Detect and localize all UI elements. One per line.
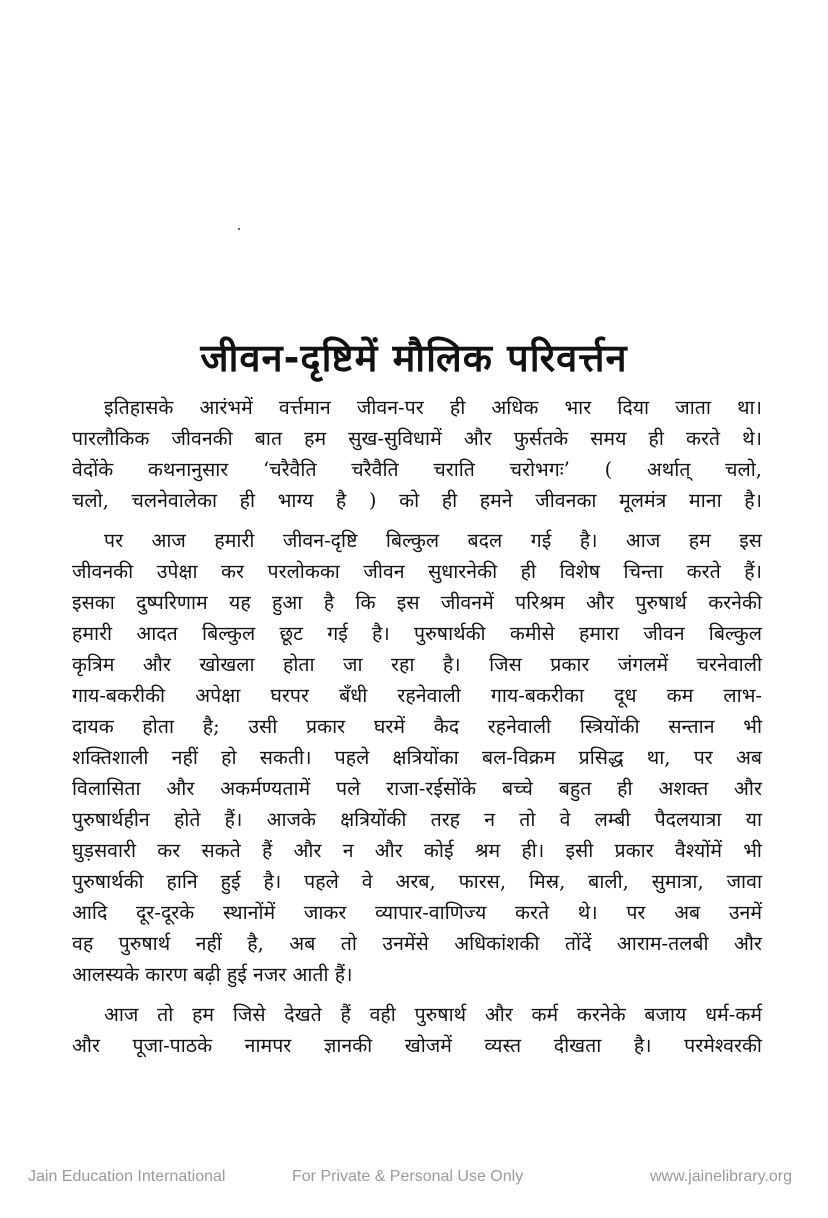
text-line: पुरुषार्थहीन होते हैं। आजके क्षत्रियोंकी तरह न तो वे लम्बी पैदलयात्रा या xyxy=(72,808,762,831)
text-line: गाय-बकरीकी अपेक्षा घरपर बँधी रहनेवाली गाय-बकरीका दूध कम लाभ- xyxy=(72,684,762,707)
text-line: जीवनकी उपेक्षा कर परलोकका जीवन सुधारनेकी ही विशेष चिन्ता करते हैं। xyxy=(72,560,762,583)
paragraph-2 xyxy=(72,525,762,990)
text-line: हमारी आदत बिल्कुल छूट गई है। पुरुषार्थकी कमीसे हमारा जीवन बिल्कुल xyxy=(72,622,762,645)
text-line: आज तो हम जिसे देखते हैं वही पुरुषार्थ और कर्म करनेके बजाय धर्म-कर्म xyxy=(104,1003,762,1026)
text-line: शक्तिशाली नहीं हो सकती। पहले क्षत्रियोंका बल-विक्रम प्रसिद्ध था, पर अब xyxy=(72,746,762,769)
text-line: आलस्यके कारण बढ़ी हुई नजर आती हैं। xyxy=(72,963,353,986)
text-line: चलो, चलनेवालेका ही भाग्य है ) को ही हमने जीवनका मूलमंत्र माना है। xyxy=(72,489,762,512)
text-line: इतिहासके आरंभमें वर्त्तमान जीवन-पर ही अधिक भार दिया जाता था। xyxy=(104,396,762,419)
footer-publisher: Jain Education International xyxy=(28,1168,226,1185)
text-line: दायक होता है; उसी प्रकार घरमें कैद रहनेवाली स्त्रियोंकी सन्तान भी xyxy=(72,715,762,738)
paragraph-1 xyxy=(72,392,762,516)
text-line: पर आज हमारी जीवन-दृष्टि बिल्कुल बदल गई है। आज हम इस xyxy=(104,529,762,552)
text-line: कृत्रिम और खोखला होता जा रहा है। जिस प्रकार जंगलमें चरनेवाली xyxy=(72,653,762,676)
body-text xyxy=(72,392,762,1070)
text-line: वेदोंके कथनानुसार ‘चरैवैति चरैवैति चराति चरोभगः’ ( अर्थात् चलो, xyxy=(72,458,762,481)
page-title: जीवन-दृष्टिमें मौलिक परिवर्त्तन xyxy=(200,336,628,381)
footer-website-link[interactable]: www.jainelibrary.org xyxy=(650,1168,792,1185)
paragraph-3 xyxy=(72,999,762,1061)
page-footer xyxy=(0,1168,828,1188)
text-line: विलासिता और अकर्मण्यतामें पले राजा-रईसोंके बच्चे बहुत ही अशक्त और xyxy=(72,777,762,800)
text-line: वह पुरुषार्थ नहीं है, अब तो उनमेंसे अधिकांशकी तोंदें आराम-तलबी और xyxy=(72,932,762,955)
text-line: घुड़सवारी कर सकते हैं और न और कोई श्रम ही। इसी प्रकार वैश्योंमें भी xyxy=(72,839,762,862)
footer-usage-notice: For Private & Personal Use Only xyxy=(292,1168,524,1185)
text-line: पुरुषार्थकी हानि हुई है। पहले वे अरब, फारस, मिस्र, बाली, सुमात्रा, जावा xyxy=(72,870,762,893)
text-line: इसका दुष्परिणाम यह हुआ है कि इस जीवनमें परिश्रम और पुरुषार्थ करनेकी xyxy=(72,591,762,614)
text-line: आदि दूर-दूरके स्थानोंमें जाकर व्यापार-वाणिज्य करते थे। पर अब उनमें xyxy=(72,901,762,924)
scan-speck xyxy=(238,228,240,230)
text-line: पारलौकिक जीवनकी बात हम सुख-सुविधामें और फुर्सतके समय ही करते थे। xyxy=(72,427,762,450)
text-line: और पूजा-पाठके नामपर ज्ञानकी खोजमें व्यस्त दीखता है। परमेश्वरकी xyxy=(72,1034,762,1057)
